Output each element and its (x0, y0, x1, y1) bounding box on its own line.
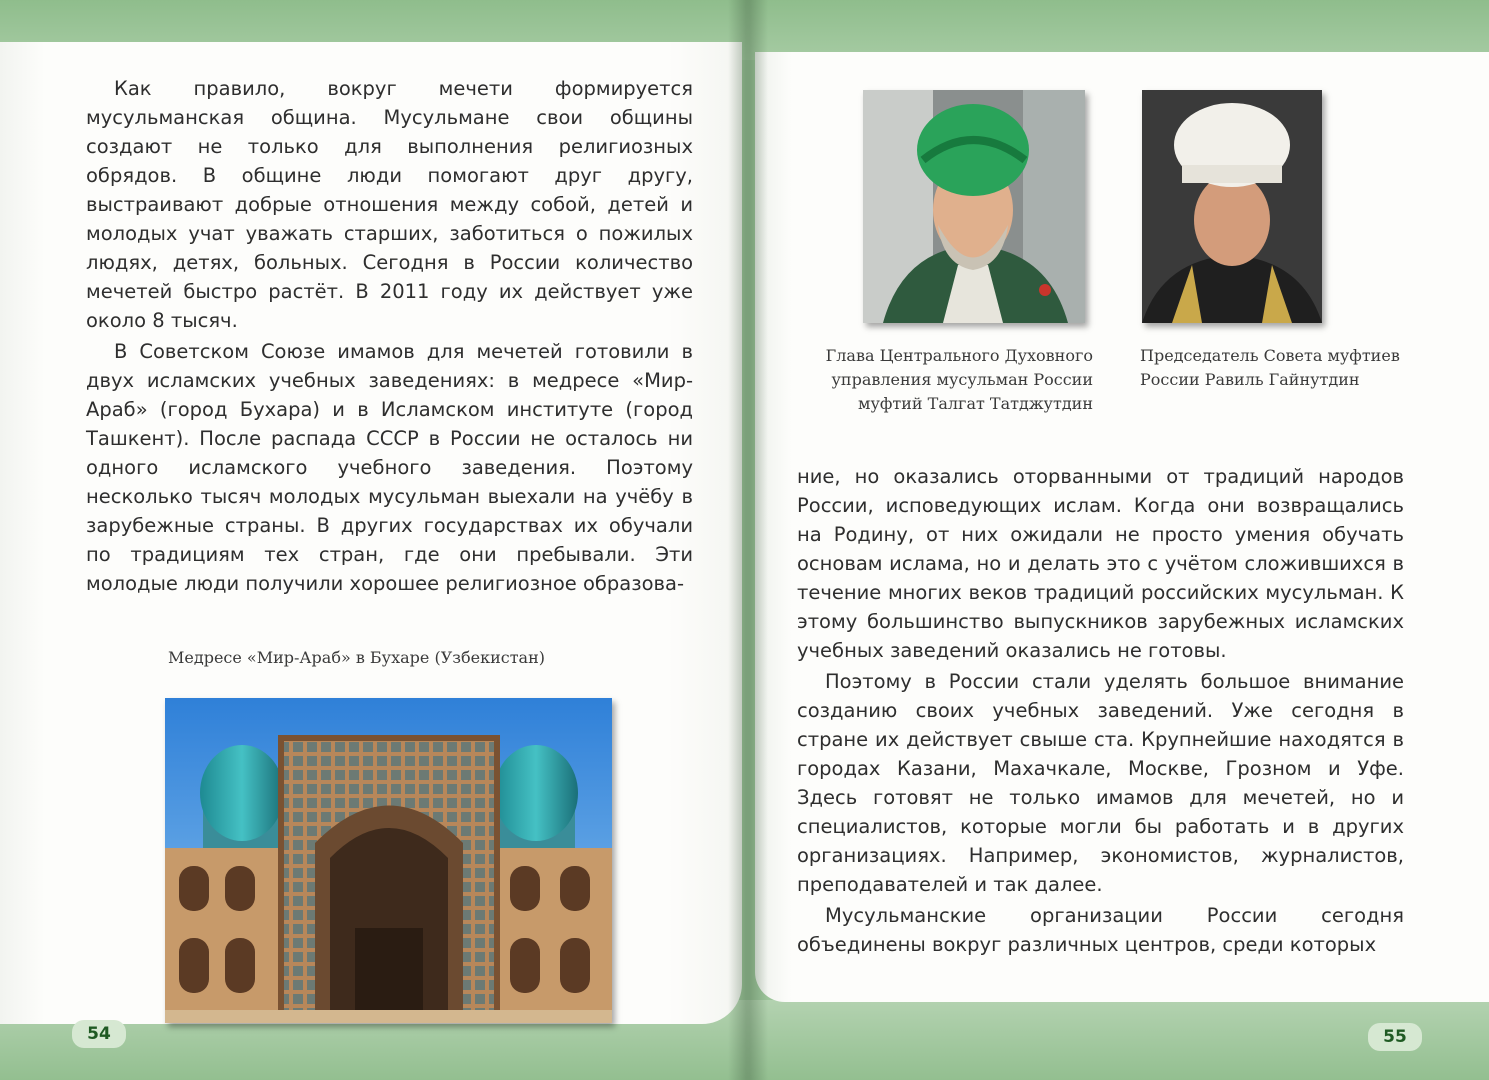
right-page-text (797, 462, 1404, 961)
caption-mufti-gainutdin: Председатель Совета муфтиев России Равиль Гайнутдин (1140, 346, 1400, 389)
right-page (755, 52, 1489, 1002)
paragraph: Мусульманские организации России сегодня объединены вокруг различных центров, среди которых (797, 904, 1404, 956)
madrasa-photo-caption: Медресе «Мир-Араб» в Бухаре (Узбекистан) (168, 648, 545, 667)
madrasa-photo (165, 698, 612, 1023)
mufti-gainutdin-photo (1142, 90, 1322, 323)
caption-mufti-tadzhuddin: Глава Центрального Духовного управления мусульман России муфтий Талгат Татджутдин (825, 346, 1093, 413)
page-number-left: 54 (72, 1020, 126, 1048)
mufti-tadzhuddin-photo (863, 90, 1085, 323)
book-spine-gutter (728, 0, 768, 1080)
paragraph: ние, но оказались оторванными от традиций народов России, исповедующих ислам. Когда они возвращались на Родину, от них ожидали не просто умения обучать основам ислама, но и делать это с учётом сложившихся в течение многих веков традиций российских мусульман. К этому большинство выпускников зарубежных исламских учебных заведений оказались не готовы. (797, 465, 1404, 662)
left-page (0, 42, 742, 1044)
page-number-right: 55 (1368, 1023, 1422, 1051)
paragraph: Поэтому в России стали уделять большое внимание созданию своих учебных заведений. Уже сегодня в стране их действует свыше ста. Крупнейшие находятся в городах Казани, Махачкале, Москве, Грозном и Уфе. Здесь готовят не только имамов для мечетей, но и специалистов, которые могли бы работать и в других организациях. Например, экономистов, журналистов, преподавателей и так далее. (797, 670, 1404, 896)
paragraph: Как правило, вокруг мечети формируется мусульманская община. Мусульмане свои общины создают не только для выполнения религиозных обрядов. В общине люди помогают друг другу, выстраивают добрые отношения между собой, детей и молодых учат уважать старших, заботиться о пожилых людях, детях, больных. Сегодня в России количество мечетей быстро растёт. В 2011 году их действует уже около 8 тысяч. (86, 77, 693, 332)
paragraph: В Советском Союзе имамов для мечетей готовили в двух исламских учебных заведениях: в медресе «Мир-Араб» (город Бухара) и в Исламском институте (город Ташкент). После распада СССР в России не осталось ни одного исламского учебного заведения. Поэтому несколько тысяч молодых мусульман выехали на учёбу в зарубежные страны. В других государствах их обучали по традициям тех стран, где они пребывали. Эти молодые люди получили хорошее религиозное образова- (86, 340, 693, 595)
left-page-text (86, 74, 693, 600)
